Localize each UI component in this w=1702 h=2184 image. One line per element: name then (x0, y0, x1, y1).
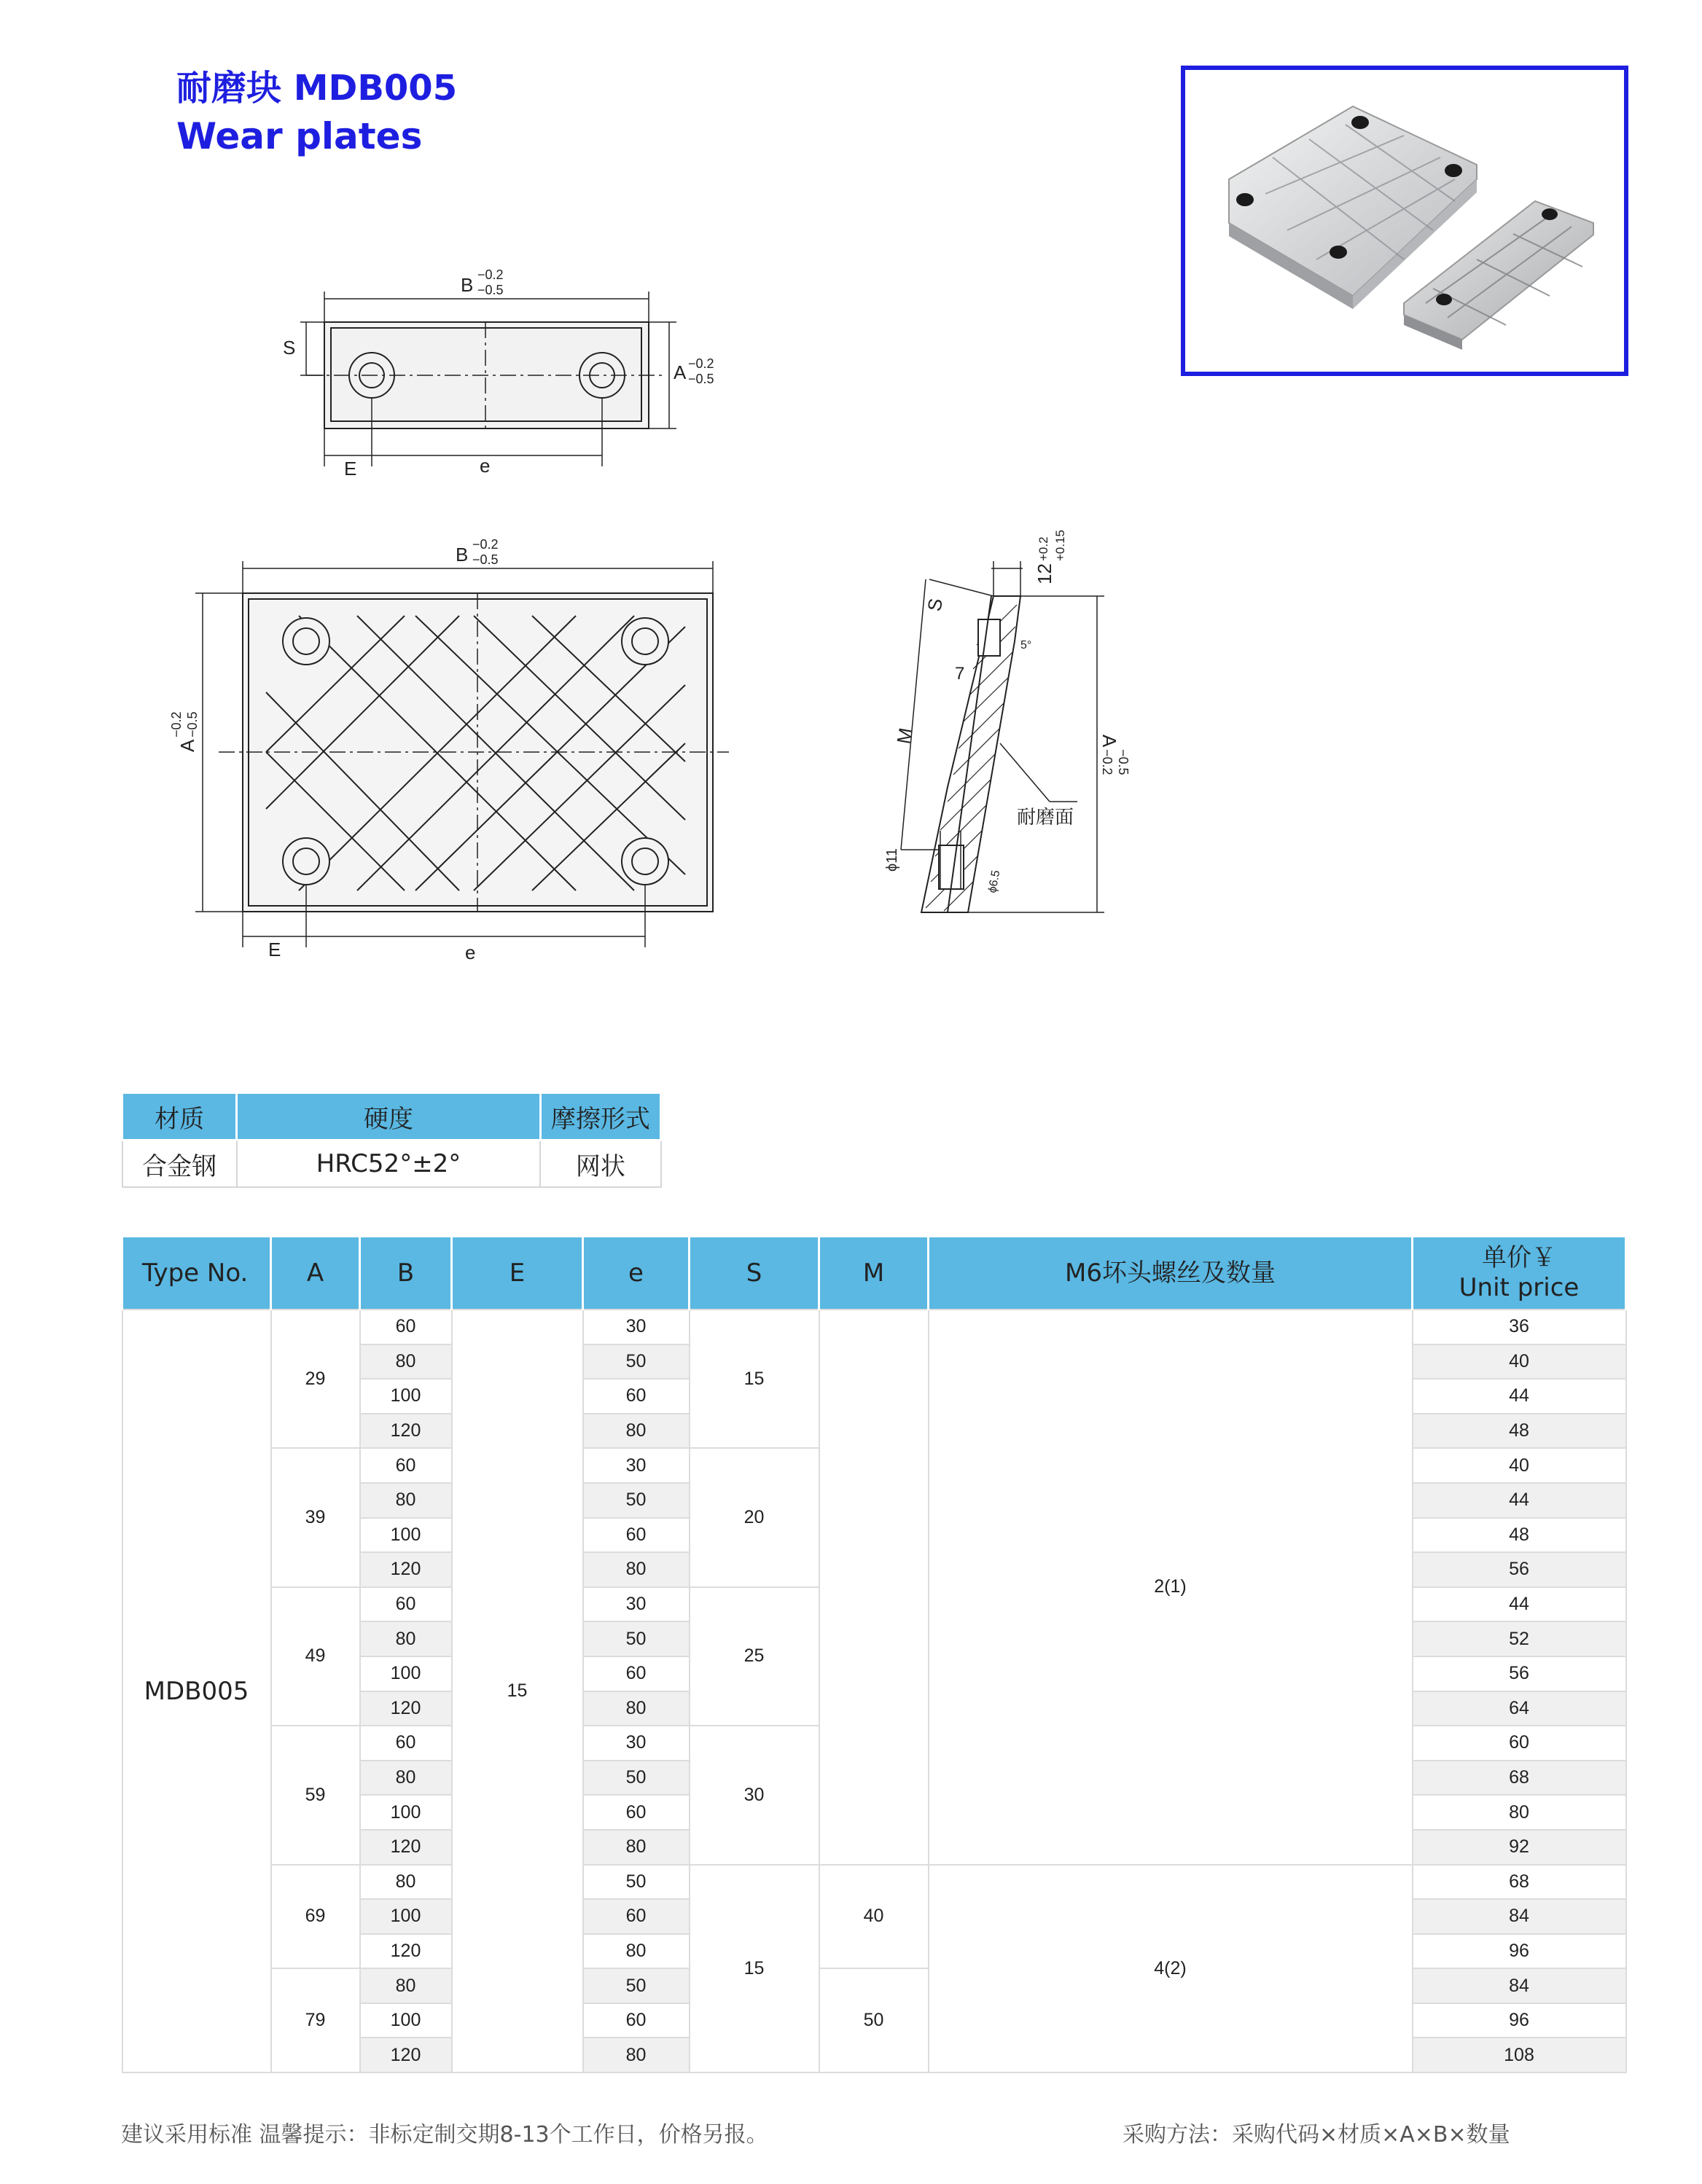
m-cell: 50 (819, 1968, 929, 2073)
hardness-header: 硬度 (237, 1093, 540, 1140)
e-cell: 60 (583, 1379, 690, 1414)
material-value: 合金钢 (122, 1140, 237, 1188)
e-cell: 50 (583, 1761, 690, 1796)
price-cell: 56 (1413, 1656, 1626, 1691)
material-table (121, 1092, 662, 1188)
e-cap-cell: 15 (452, 1310, 583, 2073)
e-cell: 80 (583, 2038, 690, 2073)
front-view-plate (219, 593, 729, 912)
price-cell: 80 (1413, 1795, 1626, 1830)
price-cell: 40 (1413, 1448, 1626, 1483)
b-cell: 60 (360, 1587, 452, 1622)
screws-header: M6坏头螺丝及数量 (929, 1237, 1413, 1310)
table-row (122, 1865, 1626, 1900)
e-cell: 50 (583, 1345, 690, 1379)
top-e-cap-label: E (344, 458, 357, 480)
b-cell: 80 (360, 1621, 452, 1656)
b-cell: 80 (360, 1345, 452, 1379)
page-title-cn: 耐磨块 MDB005 (176, 68, 458, 109)
e-header: e (583, 1237, 690, 1310)
s-header: S (690, 1237, 819, 1310)
b-cell: 120 (360, 2038, 452, 2073)
e-cell: 80 (583, 1691, 690, 1726)
section-view (921, 596, 1020, 912)
e-cell: 80 (583, 1414, 690, 1449)
b-cell: 60 (360, 1726, 452, 1761)
b-cell: 80 (360, 1483, 452, 1518)
hardness-value: HRC52°±2° (237, 1140, 540, 1188)
b-cell: 80 (360, 1968, 452, 2003)
price-cell: 40 (1413, 1345, 1626, 1379)
footer-purchase-method: 采购方法：采购代码×材质×A×B×数量 (1123, 2122, 1510, 2148)
price-cell: 48 (1413, 1518, 1626, 1553)
e-cell: 30 (583, 1587, 690, 1622)
section-counterbore-label: ϕ11 (884, 848, 900, 872)
section-s-label: S (923, 596, 947, 614)
price-cell: 84 (1413, 1968, 1626, 2003)
price-cell: 36 (1413, 1310, 1626, 1345)
b-cell: 120 (360, 1830, 452, 1865)
material-header: 材质 (122, 1093, 237, 1140)
top-e-label: e (480, 455, 491, 477)
technical-drawing (0, 0, 1702, 1035)
front-b-tol-upper: −0.2 (472, 537, 499, 552)
e-cell: 30 (583, 1726, 690, 1761)
e-cell: 80 (583, 1552, 690, 1587)
type-no-header: Type No. (122, 1237, 271, 1310)
price-cell: 96 (1413, 1934, 1626, 1969)
front-a-label: A (176, 739, 198, 752)
price-cell: 92 (1413, 1830, 1626, 1865)
price-cell: 44 (1413, 1379, 1626, 1414)
b-cell: 100 (360, 1379, 452, 1414)
price-cell: 60 (1413, 1726, 1626, 1761)
price-cell: 56 (1413, 1552, 1626, 1587)
section-depth-label: 7 (955, 664, 965, 684)
price-cell: 68 (1413, 1865, 1626, 1900)
front-a-tol-lower: −0.5 (185, 711, 200, 737)
screws-cell: 2(1) (929, 1310, 1413, 1865)
e-cap-header: E (452, 1237, 583, 1310)
b-cell: 100 (360, 2003, 452, 2038)
e-cell: 60 (583, 1518, 690, 1553)
screws-cell: 4(2) (929, 1865, 1413, 2073)
e-cell: 30 (583, 1310, 690, 1345)
a-cell: 79 (271, 1968, 360, 2073)
section-m-label: M (892, 726, 917, 746)
e-cell: 80 (583, 1830, 690, 1865)
price-cell: 48 (1413, 1414, 1626, 1449)
price-header (1413, 1237, 1626, 1310)
section-hole-label: ϕ6.5 (986, 869, 1003, 894)
b-cell: 120 (360, 1934, 452, 1969)
price-cell: 84 (1413, 1899, 1626, 1934)
a-cell: 29 (271, 1310, 360, 1448)
section-surface-label: 耐磨面 (1017, 806, 1074, 828)
price-cell: 44 (1413, 1483, 1626, 1518)
e-cell: 30 (583, 1448, 690, 1483)
section-thickness-label: 12 (1034, 563, 1055, 584)
b-cell: 120 (360, 1552, 452, 1587)
top-a-tol-lower: −0.5 (688, 372, 714, 386)
friction-type-header: 摩擦形式 (540, 1093, 660, 1140)
front-a-tol-upper: −0.2 (169, 711, 184, 737)
section-thickness-tol-upper: +0.2 (1037, 536, 1050, 561)
s-cell: 25 (690, 1587, 819, 1726)
e-cell: 60 (583, 2003, 690, 2038)
e-cell: 50 (583, 1968, 690, 2003)
page-title-en: Wear plates (176, 115, 423, 157)
s-cell: 15 (690, 1310, 819, 1448)
b-cell: 80 (360, 1761, 452, 1796)
e-cell: 50 (583, 1865, 690, 1900)
top-a-tol-upper: −0.2 (688, 356, 714, 371)
s-cell: 30 (690, 1726, 819, 1864)
front-e-label: e (465, 942, 476, 963)
e-cell: 60 (583, 1656, 690, 1691)
friction-type-value: 网状 (540, 1140, 660, 1188)
section-angle-label: 5° (1020, 639, 1032, 651)
a-cell: 39 (271, 1448, 360, 1586)
spec-table (121, 1237, 1627, 2073)
top-b-tol-lower: −0.5 (477, 283, 504, 297)
b-cell: 100 (360, 1795, 452, 1830)
m-cell (819, 1310, 929, 1865)
b-cell: 120 (360, 1691, 452, 1726)
a-cell: 69 (271, 1865, 360, 1969)
b-cell: 60 (360, 1310, 452, 1345)
b-cell: 100 (360, 1656, 452, 1691)
type-no-cell: MDB005 (122, 1310, 271, 2073)
m-header: M (819, 1237, 929, 1310)
s-cell: 15 (690, 1865, 819, 2073)
price-cell: 64 (1413, 1691, 1626, 1726)
e-cell: 60 (583, 1795, 690, 1830)
top-a-label: A (674, 361, 687, 383)
price-header-en: Unit price (1459, 1273, 1580, 1302)
price-cell: 108 (1413, 2038, 1626, 2073)
top-b-tol-upper: −0.2 (477, 267, 504, 282)
section-a-tol-lower: −0.5 (1116, 749, 1131, 775)
top-b-label: B (461, 274, 474, 296)
spec-table-body (122, 1310, 1626, 2073)
b-cell: 100 (360, 1518, 452, 1553)
a-cell: 49 (271, 1587, 360, 1726)
m-cell: 40 (819, 1865, 929, 1969)
footer-note: 建议采用标准 温馨提示：非标定制交期8-13个工作日，价格另报。 (121, 2122, 768, 2148)
price-cell: 96 (1413, 2003, 1626, 2038)
table-row (122, 1310, 1626, 1345)
a-header: A (271, 1237, 360, 1310)
price-header-cn: 单价￥ (1482, 1243, 1556, 1273)
b-cell: 60 (360, 1448, 452, 1483)
section-a-label: A (1098, 735, 1120, 748)
top-s-label: S (283, 337, 296, 359)
section-thickness-tol-lower: +0.15 (1053, 529, 1067, 561)
front-b-tol-lower: −0.5 (472, 552, 499, 567)
s-cell: 20 (690, 1448, 819, 1586)
price-cell: 68 (1413, 1761, 1626, 1796)
e-cell: 80 (583, 1934, 690, 1969)
b-cell: 80 (360, 1865, 452, 1900)
top-view-plate (306, 322, 663, 428)
e-cell: 60 (583, 1899, 690, 1934)
front-b-label: B (456, 544, 469, 565)
b-cell: 100 (360, 1899, 452, 1934)
price-cell: 52 (1413, 1621, 1626, 1656)
b-header: B (360, 1237, 452, 1310)
front-e-cap-label: E (268, 939, 281, 960)
e-cell: 50 (583, 1621, 690, 1656)
b-cell: 120 (360, 1414, 452, 1449)
e-cell: 50 (583, 1483, 690, 1518)
price-cell: 44 (1413, 1587, 1626, 1622)
section-a-tol-upper: −0.2 (1100, 749, 1115, 775)
a-cell: 59 (271, 1726, 360, 1864)
